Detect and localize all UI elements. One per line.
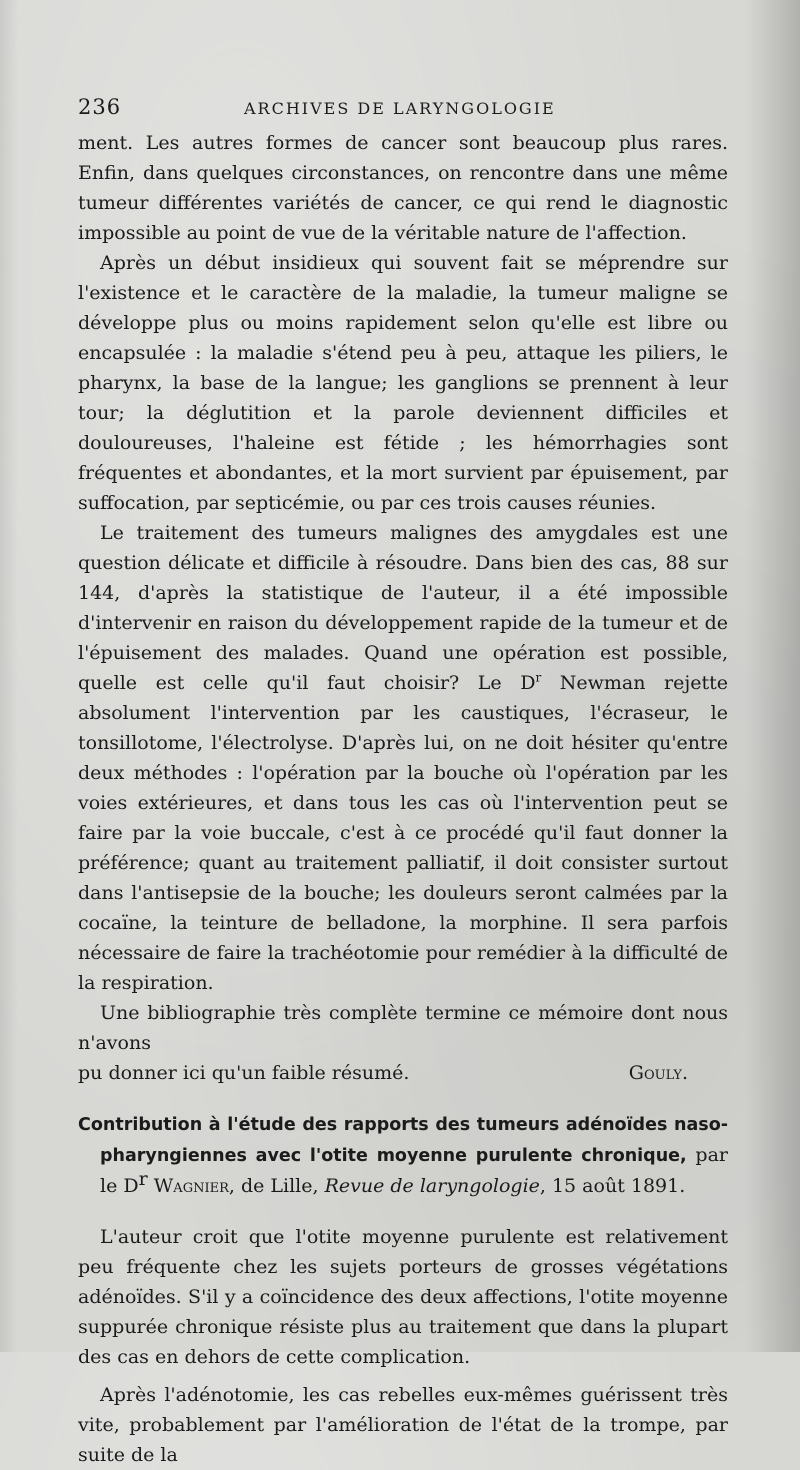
article-one-paragraph-1: ment. Les autres formes de cancer sont beaucoup plus rares. Enfin, dans quelques circonstances, on rencontre dans une même tumeur différentes variétés de cancer, ce qui rend le diagnostic impossible au point de vue de la véritable nature de l'affection. <box>78 132 728 244</box>
paragraph-4-line-1: Une bibliographie très complète termine ce mémoire dont nous n'avons <box>78 1002 728 1054</box>
page-number: 236 <box>78 95 122 119</box>
article-one-paragraph-2: Après un début insidieux qui souvent fait se méprendre sur l'existence et le caractère de la maladie, la tumeur maligne se développe plus ou moins rapidement selon qu'elle est libre ou encapsulée : la maladie s'étend peu à peu, attaque les piliers, le pharynx, la base de la langue; les ganglions se prennent à leur tour; la déglutition et la parole deviennent difficiles et douloureuses, l'haleine est fétide ; les hémorrhagies sont fréquentes et abondantes, et la mort survient par épuisement, par suffocation, par septicémie, ou par ces trois causes réunies. <box>78 252 728 514</box>
paragraph-3-text-a: Le traitement des tumeurs malignes des amygdales est une question délicate et difficile à résoudre. Dans bien des cas, 88 sur 144, d'après la statistique de l'auteur, il a été impossible d'intervenir en raison du développement rapide de la tumeur et de l'épuisement des malades. Quand une opération est possible, quelle est celle qu'il faut choisir? Le D <box>78 522 728 694</box>
running-title: ARCHIVES DE LARYNGOLOGIE <box>244 99 556 118</box>
article-two <box>78 1110 728 1470</box>
article-two-paragraph-2: Après l'adénotomie, les cas rebelles eux-mêmes guérissent très vite, probablement par l'amélioration de l'état de la trompe, par suite de la <box>78 1384 728 1466</box>
page-edge-shadow <box>745 0 800 1352</box>
paragraph-spacer <box>78 1372 728 1380</box>
article-one-paragraph-4 <box>78 998 728 1058</box>
running-head <box>78 92 728 128</box>
article-two-author-city: , de Lille, <box>228 1175 325 1197</box>
reviewer-signature: Gouly. <box>628 1062 688 1084</box>
page-gutter-shadow <box>0 0 18 1352</box>
section-spacer <box>78 1202 728 1222</box>
article-two-date: , 15 août 1891. <box>539 1175 686 1197</box>
article-two-paragraph-1: L'auteur croit que l'otite moyenne purulente est relativement peu fréquente chez les sujets porteurs de grosses végétations adénoïdes. S'il y a coïncidence des deux affections, l'otite moyenne suppurée chronique résiste plus au traitement que dans la plupart des cas en dehors de cette complication. <box>78 1226 728 1368</box>
article-two-heading <box>78 1110 728 1202</box>
article-two-title: Contribution à l'étude des rapports des tumeurs adénoïdes naso-pharyngiennes avec l'otite moyenne purulente chronique, <box>78 1115 728 1166</box>
text-block <box>78 92 728 1470</box>
doctor-abbrev-sup: r <box>535 670 542 685</box>
article-one-paragraph-3 <box>78 518 728 998</box>
paragraph-3-text-b: Newman rejette absolument l'intervention par les caustiques, l'écraseur, le tonsillotome, l'électrolyse. D'après lui, on ne doit hésiter qu'entre deux méthodes : l'opération par la bouche où l'opération par les voies extérieures, et dans tous les cas où l'intervention peut se faire par la voie buccale, c'est à ce procédé qu'il faut donner la préférence; quant au traitement palliatif, il doit consister surtout dans l'antisepsie de la bouche; les douleurs seront calmées par la cocaïne, la teinture de belladone, la morphine. Il sera parfois nécessaire de faire la trachéotomie pour remédier à la difficulté de la respiration. <box>78 672 728 994</box>
signoff-line <box>78 1058 728 1088</box>
article-two-author: Wagnier <box>153 1175 229 1197</box>
article-two-journal: Revue de laryngologie <box>324 1175 540 1197</box>
article-two-doctor-sup: r <box>138 1168 148 1191</box>
paragraph-4-line-2: pu donner ici qu'un faible résumé. <box>78 1062 410 1084</box>
article-two-by: par le D <box>100 1144 728 1197</box>
